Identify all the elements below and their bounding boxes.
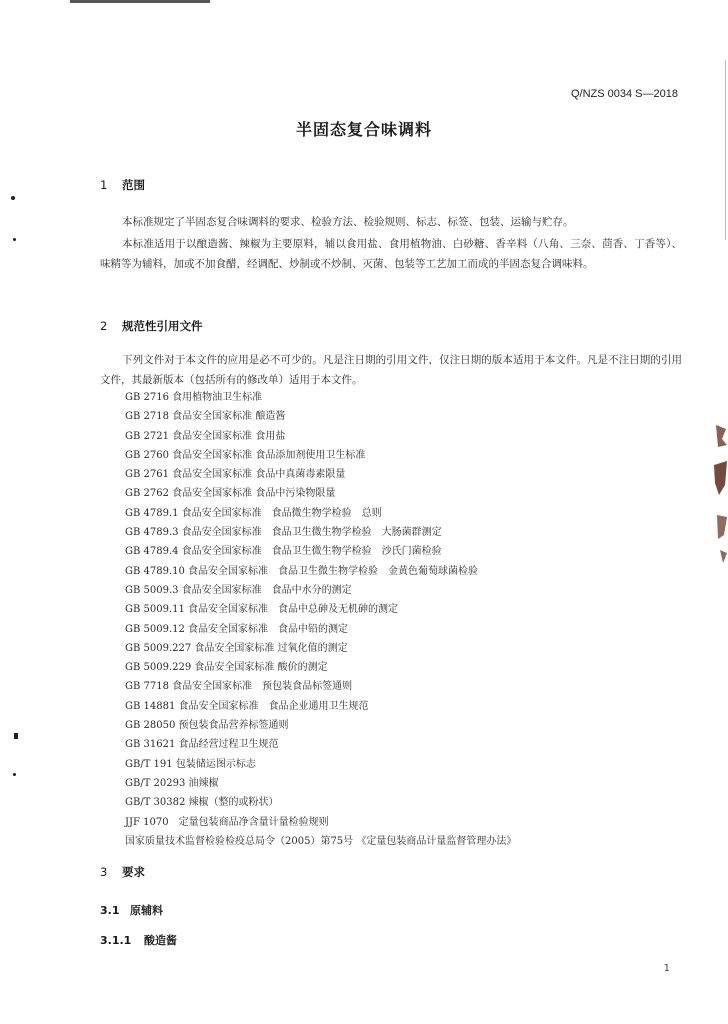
scan-dot: [13, 238, 16, 241]
standard-code: Q/NZS 0034 S—2018: [570, 88, 678, 100]
reference-item: GB 4789.1 食品安全国家标准 食品微生物学检验 总则: [125, 507, 382, 519]
page-number: 1: [663, 963, 670, 974]
reference-item: 国家质量技术监督检验检疫总局令（2005）第75号 《定量包装商品计量监督管理办法》: [125, 835, 517, 847]
section-2-heading: [100, 318, 203, 334]
section-3-number: 3: [100, 865, 108, 879]
subsection-3-1-1-number: 3.1.1: [100, 934, 132, 947]
reference-list: [125, 388, 685, 851]
reference-item: GB 5009.227 食品安全国家标准 过氧化值的测定: [125, 642, 348, 654]
reference-item: GB 2762 食品安全国家标准 食品中污染物限量: [125, 488, 336, 500]
scan-edge-line: [725, 60, 726, 240]
subsection-3-1-heading: [100, 902, 163, 918]
scan-dot: [11, 196, 15, 200]
section-2-number: 2: [100, 319, 108, 333]
scan-dot: [14, 733, 18, 739]
reference-item: GB 5009.11 食品安全国家标准 食品中总砷及无机砷的测定: [125, 604, 399, 616]
reference-item: JJF 1070 定量包装商品净含量计量检验规则: [125, 816, 329, 828]
reference-item: GB 2718 食品安全国家标准 酿造酱: [125, 411, 286, 423]
section-1-heading: [100, 177, 145, 193]
reference-item: GB 4789.4 食品安全国家标准 食品卫生微生物学检验 沙氏门菌检验: [125, 546, 442, 558]
reference-item: GB 14881 食品安全国家标准 食品企业通用卫生规范: [125, 700, 369, 712]
reference-item: GB 4789.10 食品安全国家标准 食品卫生微生物学检验 金黄色葡萄球菌检验: [125, 565, 479, 577]
subsection-3-1-1-heading: [100, 932, 177, 948]
references-intro: 下列文件对于本文件的应用是必不可少的。凡是注日期的引用文件，仅注日期的版本适用于本文件。凡是不注日期的引用文件，其最新版本（包括所有的修改单）适用于本文件。: [100, 354, 682, 386]
section-3-heading: [100, 864, 145, 880]
reference-item: GB 2761 食品安全国家标准 食品中真菌毒素限量: [125, 469, 346, 481]
section-2-title: 规范性引用文件: [122, 319, 203, 333]
section-3-title: 要求: [122, 865, 145, 879]
reference-item: GB 31621 食品经营过程卫生规范: [125, 739, 279, 751]
binding-stamp-mark: [710, 415, 728, 565]
reference-item: GB 2716 食用植物油卫生标准: [125, 392, 263, 403]
reference-item: GB 5009.12 食品安全国家标准 食品中铅的测定: [125, 623, 349, 635]
scan-edge-mark: [70, 0, 210, 3]
reference-item: GB 2721 食品安全国家标准 食用盐: [125, 430, 286, 442]
section-1-title: 范围: [122, 178, 145, 192]
reference-item: GB 7718 食品安全国家标准 预包装食品标签通则: [125, 681, 353, 693]
reference-item: GB/T 191 包装储运图示标志: [125, 758, 256, 770]
reference-item: GB 2760 食品安全国家标准 食品添加剂使用卫生标准: [125, 449, 366, 461]
scope-paragraph-2: 本标准适用于以酿造酱、辣椒为主要原料，辅以食用盐、食用植物油、白砂糖、香辛料（八角、三奈、茴香、丁香等）、味精等为辅料，加或不加食醋，经调配、炒制或不炒制、灭菌、包装等工艺加工而成的半固态复合调味料。: [100, 238, 682, 270]
document-title: 半固态复合味调料: [295, 120, 432, 139]
subsection-3-1-title: 原辅料: [130, 904, 163, 917]
subsection-3-1-number: 3.1: [100, 904, 120, 917]
scan-dot: [13, 773, 16, 776]
reference-item: GB 28050 预包装食品营养标签通则: [125, 720, 289, 732]
section-1-number: 1: [100, 178, 108, 192]
subsection-3-1-1-title: 酸造酱: [144, 934, 177, 947]
reference-item: GB/T 20293 油辣椒: [125, 777, 219, 789]
reference-item: GB/T 30382 辣椒（整的或粉状）: [125, 797, 279, 809]
reference-item: GB 5009.229 食品安全国家标准 酸价的测定: [125, 662, 328, 674]
scope-paragraph-1: 本标准规定了半固态复合味调料的要求、检验方法、检验规则、标志、标签、包装、运输与贮存。: [122, 216, 574, 228]
reference-item: GB 4789.3 食品安全国家标准 食品卫生微生物学检验 大肠菌群测定: [125, 527, 442, 539]
reference-item: GB 5009.3 食品安全国家标准 食品中水分的测定: [125, 584, 352, 596]
